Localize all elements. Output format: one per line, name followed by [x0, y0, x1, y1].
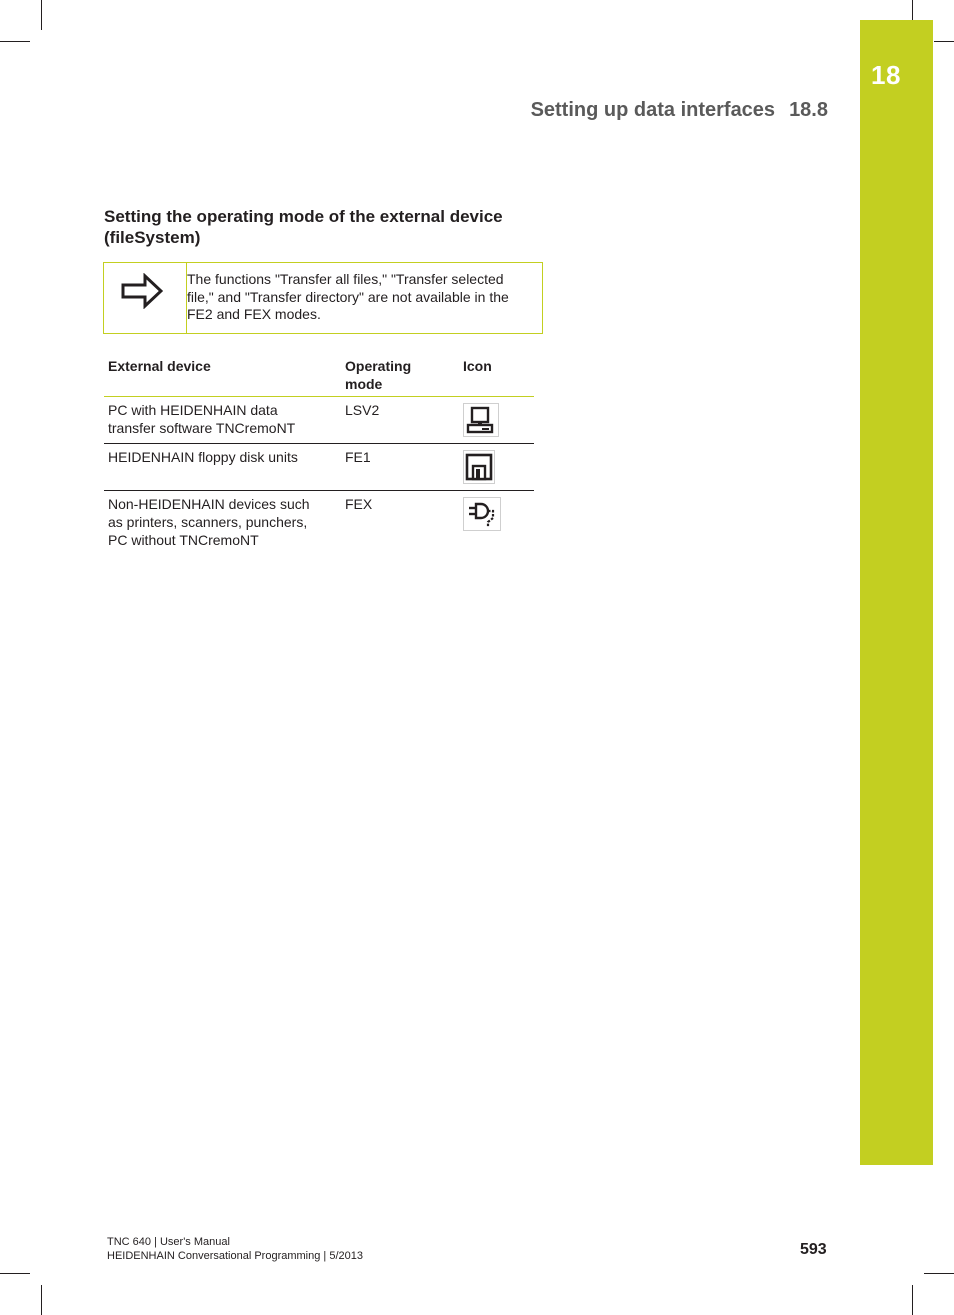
crop-mark [0, 1273, 30, 1274]
crop-mark [0, 41, 30, 42]
chapter-number: 18 [871, 60, 901, 90]
table-row [104, 444, 534, 491]
device-line: as printers, scanners, punchers, [108, 514, 308, 530]
crop-mark [912, 1285, 913, 1315]
footer-text [107, 1235, 363, 1263]
crop-mark [41, 0, 42, 30]
crop-mark [924, 1273, 954, 1274]
note-box [103, 262, 543, 334]
crop-mark [912, 0, 913, 20]
header-mode-line: mode [345, 376, 383, 392]
note-text [187, 271, 527, 324]
device-cell [108, 448, 328, 466]
table-header [104, 356, 534, 397]
running-title: Setting up data interfaces [530, 99, 776, 121]
device-line: HEIDENHAIN floppy disk units [108, 449, 298, 465]
crop-mark [41, 1285, 42, 1315]
page-number: 593 [800, 1241, 827, 1258]
mode-cell: FE1 [345, 449, 371, 465]
device-line: PC with HEIDENHAIN data [108, 402, 278, 418]
header-device: External device [108, 358, 211, 374]
note-line: file," and "Transfer directory" are not available in the [187, 288, 509, 305]
device-cell [108, 495, 328, 549]
crop-mark [934, 41, 954, 42]
device-line: transfer software TNCremoNT [108, 420, 296, 436]
device-line: PC without TNCremoNT [108, 532, 259, 548]
arrow-right-icon [121, 273, 163, 314]
heading-line: (fileSystem) [104, 228, 201, 247]
note-line: FE2 and FEX modes. [187, 306, 321, 322]
note-line: The functions "Transfer all files," "Transfer selected [187, 271, 504, 287]
header-mode-line: Operating [345, 358, 412, 374]
device-line: Non-HEIDENHAIN devices such [108, 496, 310, 512]
section-heading [104, 206, 544, 248]
footer-line: HEIDENHAIN Conversational Programming | 5/2013 [107, 1250, 363, 1262]
header-mode [345, 357, 411, 393]
table-row [104, 397, 534, 444]
running-head [531, 99, 828, 122]
section-number: 18.8 [789, 99, 828, 121]
chapter-tab [860, 20, 933, 1165]
device-table [104, 356, 534, 551]
table-row [104, 491, 534, 551]
pc-icon [463, 403, 499, 437]
floppy-disk-icon [463, 450, 495, 484]
mode-cell: FEX [345, 496, 373, 512]
header-icon: Icon [463, 358, 492, 374]
plug-icon [463, 497, 501, 531]
mode-cell: LSV2 [345, 402, 380, 418]
device-cell [108, 401, 328, 437]
footer-line: TNC 640 | User's Manual [107, 1236, 230, 1248]
heading-line: Setting the operating mode of the external device [104, 207, 503, 226]
